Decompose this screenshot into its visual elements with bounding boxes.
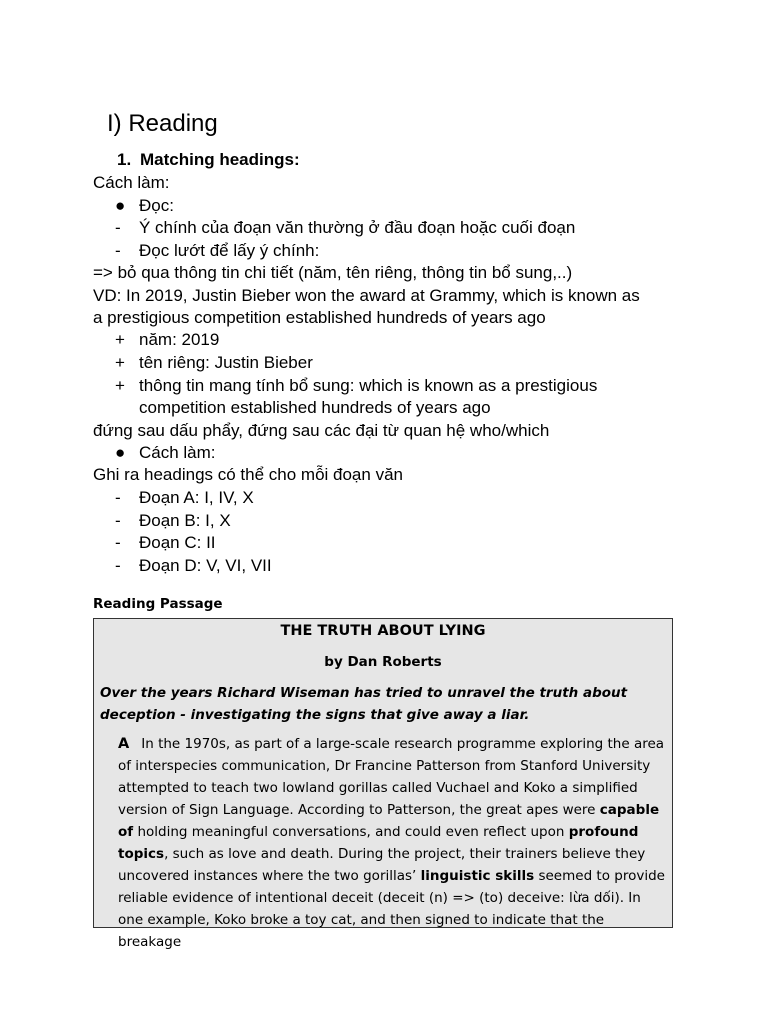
list-item <box>115 488 254 508</box>
paragraph-text: holding meaningful conversations, and could even reflect upon <box>133 824 569 840</box>
list-item-text: Đọc lướt để lấy ý chính: <box>139 241 320 260</box>
list-item-text: Ý chính của đoạn văn thường ở đầu đoạn hoặc cuối đoạn <box>139 218 576 237</box>
list-item-text: Đoạn A: I, IV, X <box>139 488 254 507</box>
vocab-highlight: linguistic skills <box>420 868 535 884</box>
passage-title: THE TRUTH ABOUT LYING <box>280 623 486 639</box>
bullet-marker: ● <box>115 196 126 215</box>
list-item <box>115 533 216 553</box>
vocab-highlight: profound topics <box>118 824 639 862</box>
list-item-text: năm: 2019 <box>139 330 220 349</box>
dash-marker: - <box>115 511 121 530</box>
subheading <box>117 150 300 170</box>
list-item <box>115 241 319 261</box>
list-item-text: Đoạn B: I, X <box>139 511 231 530</box>
list-item-text: Đoạn D: V, VI, VII <box>139 556 272 575</box>
note-line: đứng sau dấu phẩy, đứng sau các đại từ quan hệ who/which <box>93 421 550 440</box>
subheading-text: Matching headings: <box>140 150 300 169</box>
section-heading: I) Reading <box>107 110 218 137</box>
list-item-text: Đoạn C: II <box>139 533 216 552</box>
method-label: Cách làm: <box>93 173 170 192</box>
paragraph-text: In the 1970s, as part of a large-scale research programme exploring the area of interspecies communication, Dr Francine Patterson from Stanford University attempted to teach two lowland gorillas called Vuchael and Koko a simplified version of Sign Language. According to Patterson, the great apes were <box>118 736 665 818</box>
bullet-marker: ● <box>115 443 126 462</box>
dash-marker: - <box>115 533 121 552</box>
list-item-text: tên riêng: Justin Bieber <box>139 353 313 372</box>
vocab-highlight: capable of <box>118 802 660 840</box>
example-line-1: VD: In 2019, Justin Bieber won the award at Grammy, which is known as <box>93 286 640 305</box>
passage-intro: Over the years Richard Wiseman has tried to unravel the truth about deception - investigating the signs that give away a liar. <box>100 685 628 723</box>
paragraph-text: seemed to provide reliable evidence of intentional deceit (deceit (n) => (to) deceive: lừa dối). In one example, Koko broke a toy cat, and then signed to indicate that the breakage <box>118 868 665 950</box>
list-item <box>115 330 219 350</box>
paragraph-text: , such as love and death. During the project, their trainers believe they uncovered instances where the two gorillas’ <box>118 846 646 884</box>
list-item-text: Cách làm: <box>139 443 216 462</box>
instruction-line: Ghi ra headings có thể cho mỗi đoạn văn <box>93 465 403 484</box>
dash-marker: - <box>115 241 121 260</box>
list-item <box>115 376 597 396</box>
dash-marker: - <box>115 488 121 507</box>
list-item <box>115 443 216 463</box>
list-item <box>115 556 272 576</box>
list-item-text: thông tin mang tính bổ sung: which is known as a prestigious <box>139 376 598 395</box>
list-item-continuation: competition established hundreds of years ago <box>139 398 491 417</box>
reading-passage-label: Reading Passage <box>93 596 223 612</box>
list-item <box>115 511 231 531</box>
list-item <box>115 353 313 373</box>
example-line-2: a prestigious competition established hundreds of years ago <box>93 308 546 327</box>
dash-marker: - <box>115 218 121 237</box>
passage-author: by Dan Roberts <box>324 654 442 670</box>
skip-note: => bỏ qua thông tin chi tiết (năm, tên riêng, thông tin bổ sung,..) <box>93 263 573 282</box>
plus-marker: + <box>115 376 125 395</box>
paragraph-letter: A <box>118 736 130 752</box>
plus-marker: + <box>115 353 125 372</box>
plus-marker: + <box>115 330 125 349</box>
subheading-number: 1. <box>117 150 132 169</box>
reading-passage-box <box>93 618 673 950</box>
list-item <box>115 196 174 216</box>
dash-marker: - <box>115 556 121 575</box>
list-item <box>115 218 575 238</box>
list-item-text: Đọc: <box>139 196 174 215</box>
passage-paragraph-a <box>118 733 670 953</box>
